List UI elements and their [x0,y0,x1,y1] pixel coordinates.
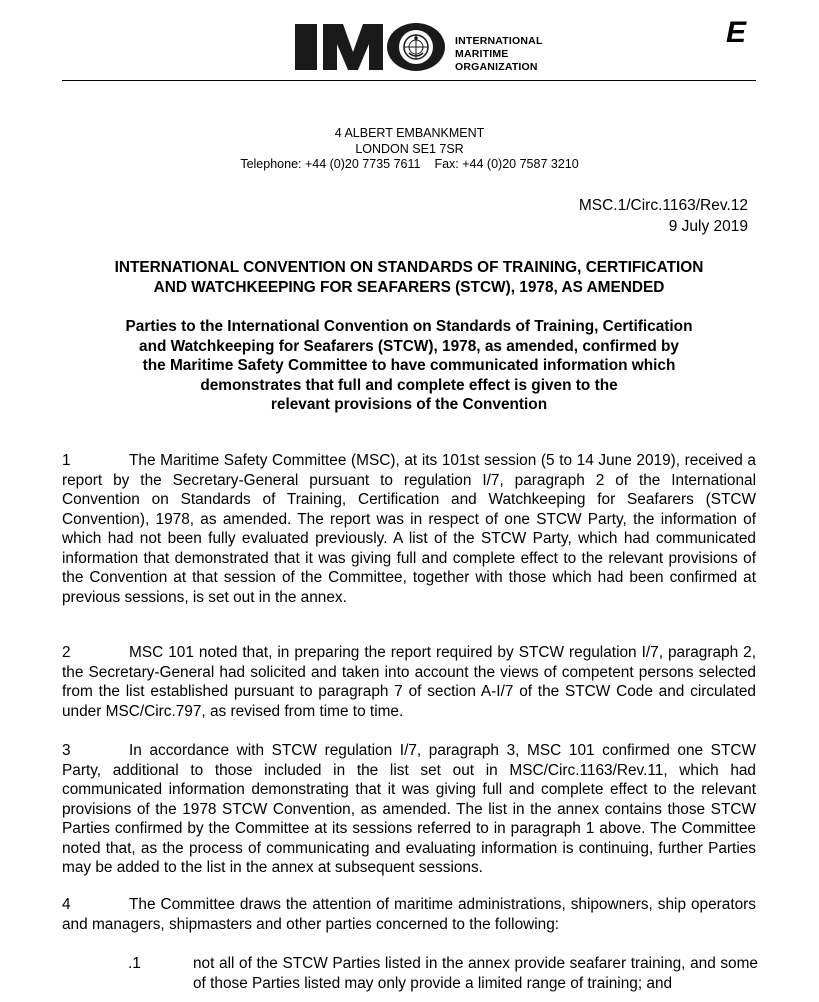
paragraph-number: 2 [62,644,71,661]
organization-name [455,35,543,74]
address-block [0,126,819,173]
document-subtitle [62,317,756,415]
paragraph-4 [62,895,756,934]
paragraph-text: The Maritime Safety Committee (MSC), at its 101st session (5 to 14 June 2019), received a report by the Secretary-General pursuant to regulation I/7, paragraph 2 of the International Convention on Standards of Training, Certification and Watchkeeping for Seafarers (STCW Convention), 1978, as amended. The report was in respect of one STCW Party, the information of which had not been fully evaluated previously. A list of the STCW Party, which had communicated information that demonstrated that it was giving full and complete effect to the relevant provisions of the Convention at that session of the Committee, together with those which had been confirmed at previous sessions, is set out in the annex. [62,452,756,606]
subtitle-line: relevant provisions of the Convention [270,396,548,413]
title-line: INTERNATIONAL CONVENTION ON STANDARDS OF TRAINING, CERTIFICATION [114,259,704,276]
org-name-line: INTERNATIONAL [455,35,543,47]
reference-block [579,195,748,237]
paragraph-3 [62,741,756,878]
paragraph-text: The Committee draws the attention of maritime administrations, shipowners, ship operators and managers, shipmasters and other parties concerned to the following: [62,896,756,933]
circular-date: 9 July 2019 [668,218,748,235]
circular-number: MSC.1/Circ.1163/Rev.12 [578,197,748,214]
paragraph-text: MSC 101 noted that, in preparing the report required by STCW regulation I/7, paragraph 2, the Secretary-General had solicited and taken into account the views of competent persons selected from the list established pursuant to paragraph 7 of section A-I/7 of the STCW Code and circulated under MSC/Circ.797, as revised from time to time. [62,644,756,720]
header-divider [62,80,756,81]
subtitle-line: the Maritime Safety Committee to have communicated information which [142,357,676,374]
org-name-line: ORGANIZATION [455,61,538,73]
subitem-number: .1 [128,955,141,972]
contact-line [0,157,819,173]
subtitle-line: Parties to the International Convention on Standards of Training, Certification [125,318,693,335]
title-line: AND WATCHKEEPING FOR SEAFARERS (STCW), 1978, AS AMENDED [153,278,665,296]
paragraph-number: 4 [62,896,71,913]
org-name-line: MARITIME [455,48,509,60]
subitem-text: not all of the STCW Parties listed in the annex provide seafarer training, and some of those Parties listed may only provide a limited range of training; and [193,955,758,992]
paragraph-text: In accordance with STCW regulation I/7, paragraph 3, MSC 101 confirmed one STCW Party, additional to those included in the list set out in MSC/Circ.1163/Rev.11, which had communicated information demonstrating that it was giving full and complete effect to the relevant provisions of the 1978 STCW Convention, as amended. The list in the annex contains those STCW Parties confirmed by the Committee at its sessions referred to in paragraph 1 above. The Committee noted that, as the process of communicating and evaluating information is continuing, further Parties may be added to the list in the annex at subsequent sessions. [62,742,756,876]
paragraph-2 [62,643,756,721]
imo-logo-icon [295,22,447,72]
subtitle-line: and Watchkeeping for Seafarers (STCW), 1978, as amended, confirmed by [139,337,679,355]
document-title [62,258,756,297]
fax: Fax: +44 (0)20 7587 3210 [434,157,579,171]
telephone: Telephone: +44 (0)20 7735 7611 [240,157,421,171]
address-line: 4 ALBERT EMBANKMENT [334,126,485,140]
language-code: E [725,16,746,49]
paragraph-number: 1 [62,452,71,469]
document-header [62,14,756,80]
address-line: LONDON SE1 7SR [355,141,464,156]
subtitle-line: demonstrates that full and complete effect is given to the [200,376,618,394]
paragraph-1 [62,451,756,607]
paragraph-number: 3 [62,742,71,759]
